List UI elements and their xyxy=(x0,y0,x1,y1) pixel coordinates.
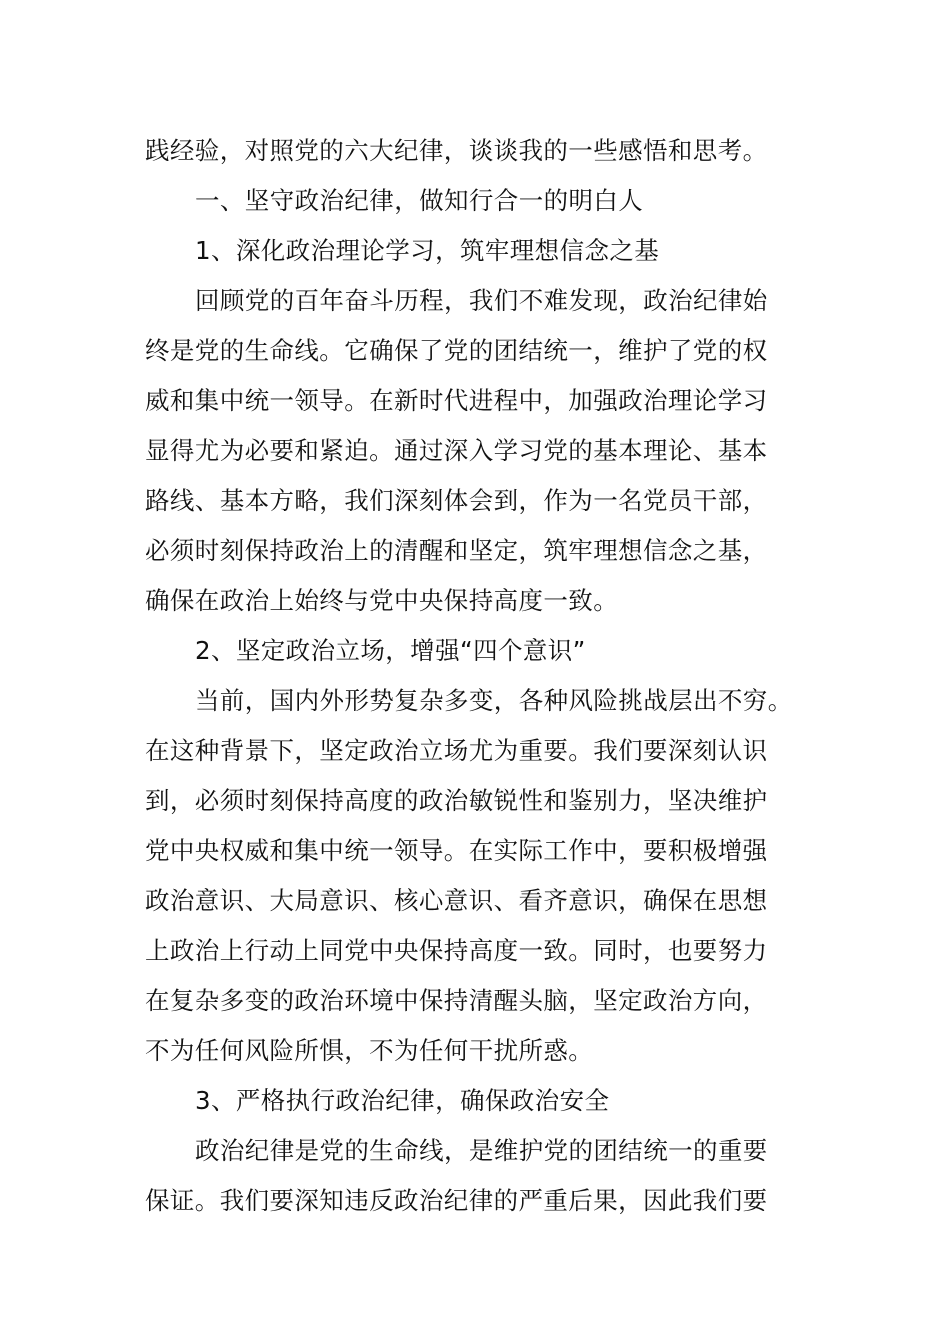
paragraph-line: 政治纪律是党的生命线，是维护党的团结统一的重要 xyxy=(195,1136,768,1165)
paragraph-line: 政治意识、大局意识、核心意识、看齐意识，确保在思想 xyxy=(145,886,768,915)
paragraph-line: 路线、基本方略，我们深刻体会到，作为一名党员干部， xyxy=(145,486,768,515)
paragraph-line: 显得尤为必要和紧迫。通过深入学习党的基本理论、基本 xyxy=(145,436,768,465)
paragraph-line: 到，必须时刻保持高度的政治敏锐性和鉴别力，坚决维护 xyxy=(145,786,768,815)
paragraph-line: 不为任何风险所惧，不为任何干扰所惑。 xyxy=(145,1036,594,1065)
paragraph-line: 党中央权威和集中统一领导。在实际工作中，要积极增强 xyxy=(145,836,768,865)
paragraph-line: 上政治上行动上同党中央保持高度一致。同时，也要努力 xyxy=(145,936,768,965)
subsection-heading: 2、坚定政治立场，增强“四个意识” xyxy=(195,636,586,665)
section-heading: 一、坚守政治纪律，做知行合一的明白人 xyxy=(195,186,644,215)
subsection-heading: 1、深化政治理论学习，筑牢理想信念之基 xyxy=(195,236,660,265)
paragraph-line: 践经验，对照党的六大纪律，谈谈我的一些感悟和思考。 xyxy=(145,136,768,165)
paragraph-line: 当前，国内外形势复杂多变，各种风险挑战层出不穷。 xyxy=(195,686,793,715)
paragraph-line: 回顾党的百年奋斗历程，我们不难发现，政治纪律始 xyxy=(195,286,768,315)
paragraph-line: 在复杂多变的政治环境中保持清醒头脑，坚定政治方向， xyxy=(145,986,768,1015)
paragraph-line: 终是党的生命线。它确保了党的团结统一，维护了党的权 xyxy=(145,336,768,365)
paragraph-line: 在这种背景下，坚定政治立场尤为重要。我们要深刻认识 xyxy=(145,736,768,765)
subsection-heading: 3、严格执行政治纪律，确保政治安全 xyxy=(195,1086,610,1115)
paragraph-line: 必须时刻保持政治上的清醒和坚定，筑牢理想信念之基， xyxy=(145,536,768,565)
paragraph-line: 确保在政治上始终与党中央保持高度一致。 xyxy=(145,586,619,615)
paragraph-line: 威和集中统一领导。在新时代进程中，加强政治理论学习 xyxy=(145,386,768,415)
paragraph-line: 保证。我们要深知违反政治纪律的严重后果，因此我们要 xyxy=(145,1186,768,1215)
